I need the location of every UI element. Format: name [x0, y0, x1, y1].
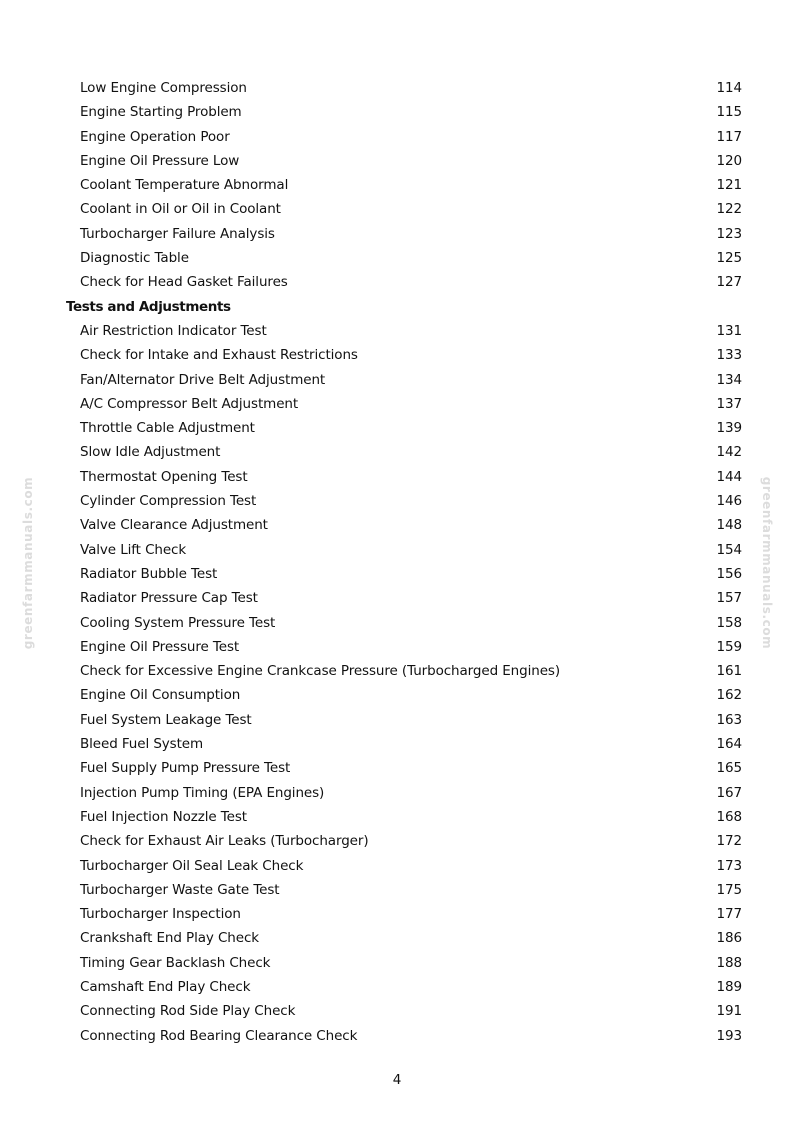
toc-entry-title: Crankshaft End Play Check	[80, 930, 260, 947]
toc-entry	[0, 635, 794, 659]
toc-entry-title: A/C Compressor Belt Adjustment	[80, 395, 299, 412]
toc-entry-page-number: 168	[716, 808, 742, 825]
toc-entry-title: Low Engine Compression	[80, 80, 247, 96]
toc-entry	[0, 611, 794, 635]
toc-entry-title: Coolant Temperature Abnormal	[80, 177, 289, 194]
toc-entry	[0, 708, 794, 732]
toc-entry-title: Valve Clearance Adjustment	[80, 517, 268, 534]
toc-entry-title: Air Restriction Indicator Test	[80, 322, 267, 339]
toc-entry-page-number: 161	[716, 663, 742, 680]
toc-entry-title: Fuel Injection Nozzle Test	[80, 808, 247, 825]
toc-entry-page-number: 165	[716, 760, 742, 777]
toc-entry-title: Cooling System Pressure Test	[80, 614, 276, 631]
toc-entry-title: Engine Starting Problem	[80, 104, 242, 121]
toc-entry-title: Radiator Bubble Test	[80, 565, 218, 582]
toc-entry-page-number: 188	[716, 954, 742, 971]
toc-entry-page-number: 115	[716, 104, 742, 121]
toc-entry-page-number: 159	[716, 638, 742, 655]
toc-entry-page-number: 167	[716, 784, 742, 801]
toc-entry-title: Engine Oil Pressure Low	[80, 152, 240, 169]
toc-entry-page-number: 117	[716, 128, 742, 145]
toc-entry	[0, 343, 794, 367]
toc-entry-page-number: 137	[716, 395, 742, 412]
toc-entry	[0, 125, 794, 149]
toc-entry	[0, 222, 794, 246]
toc-entry-page-number: 173	[716, 857, 742, 874]
toc-entry	[0, 319, 794, 343]
toc-entry-title: Valve Lift Check	[80, 541, 187, 558]
toc-entry-title: Thermostat Opening Test	[80, 468, 248, 485]
toc-entry-title: Turbocharger Inspection	[80, 906, 241, 923]
toc-entry-title: Timing Gear Backlash Check	[80, 954, 271, 971]
watermark-right: greenfarmmanuals.com	[760, 476, 774, 650]
toc-entry-page-number: 134	[716, 371, 742, 388]
toc-section-heading	[0, 295, 794, 319]
toc-entry	[0, 926, 794, 950]
toc-entry	[0, 975, 794, 999]
toc-entry-page-number: 139	[716, 420, 742, 437]
toc-entry	[0, 1024, 794, 1048]
toc-entry-page-number: 164	[716, 736, 742, 753]
toc-entry-title: Engine Operation Poor	[80, 128, 230, 145]
toc-entry-page-number: 127	[716, 274, 742, 291]
table-of-contents	[0, 76, 794, 1048]
toc-entry-page-number: 175	[716, 881, 742, 898]
toc-entry	[0, 854, 794, 878]
toc-entry-page-number: 154	[716, 541, 742, 558]
section-heading-title: Tests and Adjustments	[66, 298, 231, 315]
toc-entry	[0, 440, 794, 464]
toc-entry-title: Engine Oil Consumption	[80, 687, 241, 704]
toc-entry	[0, 513, 794, 537]
toc-entry	[0, 805, 794, 829]
toc-entry	[0, 465, 794, 489]
toc-entry	[0, 829, 794, 853]
toc-entry-page-number: 186	[716, 930, 742, 947]
toc-entry-title: Turbocharger Waste Gate Test	[80, 881, 280, 898]
toc-entry-page-number: 156	[716, 565, 742, 582]
toc-entry	[0, 683, 794, 707]
toc-entry-title: Bleed Fuel System	[80, 736, 204, 753]
toc-entry	[0, 659, 794, 683]
toc-entry-page-number: 189	[716, 978, 742, 995]
toc-entry-page-number: 157	[716, 590, 742, 607]
toc-entry-title: Coolant in Oil or Oil in Coolant	[80, 201, 281, 218]
toc-entry-page-number: 158	[716, 614, 742, 631]
toc-entry-title: Injection Pump Timing (EPA Engines)	[80, 784, 325, 801]
toc-entry-page-number: 142	[716, 444, 742, 461]
toc-entry-page-number: 191	[716, 1003, 742, 1020]
toc-entry-title: Check for Excessive Engine Crankcase Pressure (Turbocharged Engines)	[80, 663, 560, 680]
toc-entry	[0, 781, 794, 805]
toc-entry	[0, 538, 794, 562]
toc-entry-page-number: 193	[716, 1027, 742, 1044]
toc-entry-page-number: 163	[716, 711, 742, 728]
toc-entry	[0, 562, 794, 586]
toc-entry-title: Fuel System Leakage Test	[80, 711, 252, 728]
toc-entry	[0, 270, 794, 294]
toc-entry-title: Throttle Cable Adjustment	[80, 420, 255, 437]
toc-entry	[0, 173, 794, 197]
toc-entry	[0, 368, 794, 392]
toc-entry-title: Camshaft End Play Check	[80, 978, 251, 995]
toc-entry	[0, 878, 794, 902]
toc-entry-page-number: 131	[716, 322, 742, 339]
toc-entry-title: Fuel Supply Pump Pressure Test	[80, 760, 291, 777]
toc-entry	[0, 416, 794, 440]
toc-entry-title: Connecting Rod Side Play Check	[80, 1003, 296, 1020]
toc-entry-title: Diagnostic Table	[80, 250, 189, 267]
toc-entry	[0, 197, 794, 221]
toc-entry-title: Check for Exhaust Air Leaks (Turbocharger)	[80, 833, 369, 850]
toc-entry-page-number: 133	[716, 347, 742, 364]
toc-entry-title: Connecting Rod Bearing Clearance Check	[80, 1027, 358, 1044]
toc-entry-page-number: 177	[716, 906, 742, 923]
toc-entry-title: Engine Oil Pressure Test	[80, 638, 240, 655]
toc-entry	[0, 246, 794, 270]
toc-entry-page-number: 122	[716, 201, 742, 218]
toc-entry-page-number: 144	[716, 468, 742, 485]
toc-entry-page-number: 172	[716, 833, 742, 850]
toc-entry-title: Radiator Pressure Cap Test	[80, 590, 258, 607]
watermark-left: greenfarmmanuals.com	[21, 476, 35, 650]
toc-entry	[0, 100, 794, 124]
toc-entry-page-number: 120	[716, 152, 742, 169]
toc-entry-title: Turbocharger Oil Seal Leak Check	[80, 857, 304, 874]
toc-entry-page-number: 148	[716, 517, 742, 534]
toc-entry	[0, 951, 794, 975]
toc-entry-title: Check for Intake and Exhaust Restrictions	[80, 347, 358, 364]
toc-entry	[0, 392, 794, 416]
toc-entry	[0, 76, 794, 100]
toc-entry-page-number: 123	[716, 225, 742, 242]
toc-entry	[0, 489, 794, 513]
toc-entry	[0, 756, 794, 780]
toc-entry-page-number: 146	[716, 493, 742, 510]
toc-entry-title: Slow Idle Adjustment	[80, 444, 221, 461]
toc-entry-title: Fan/Alternator Drive Belt Adjustment	[80, 371, 326, 388]
toc-entry-page-number: 114	[716, 80, 742, 96]
toc-entry-page-number: 121	[716, 177, 742, 194]
toc-entry-title: Cylinder Compression Test	[80, 493, 257, 510]
toc-entry	[0, 999, 794, 1023]
toc-entry	[0, 902, 794, 926]
toc-entry-title: Check for Head Gasket Failures	[80, 274, 288, 291]
toc-entry	[0, 732, 794, 756]
toc-entry	[0, 149, 794, 173]
toc-entry-title: Turbocharger Failure Analysis	[80, 225, 275, 242]
toc-entry	[0, 586, 794, 610]
toc-entry-page-number: 125	[716, 250, 742, 267]
toc-entry-page-number: 162	[716, 687, 742, 704]
page-number: 4	[392, 1072, 402, 1088]
